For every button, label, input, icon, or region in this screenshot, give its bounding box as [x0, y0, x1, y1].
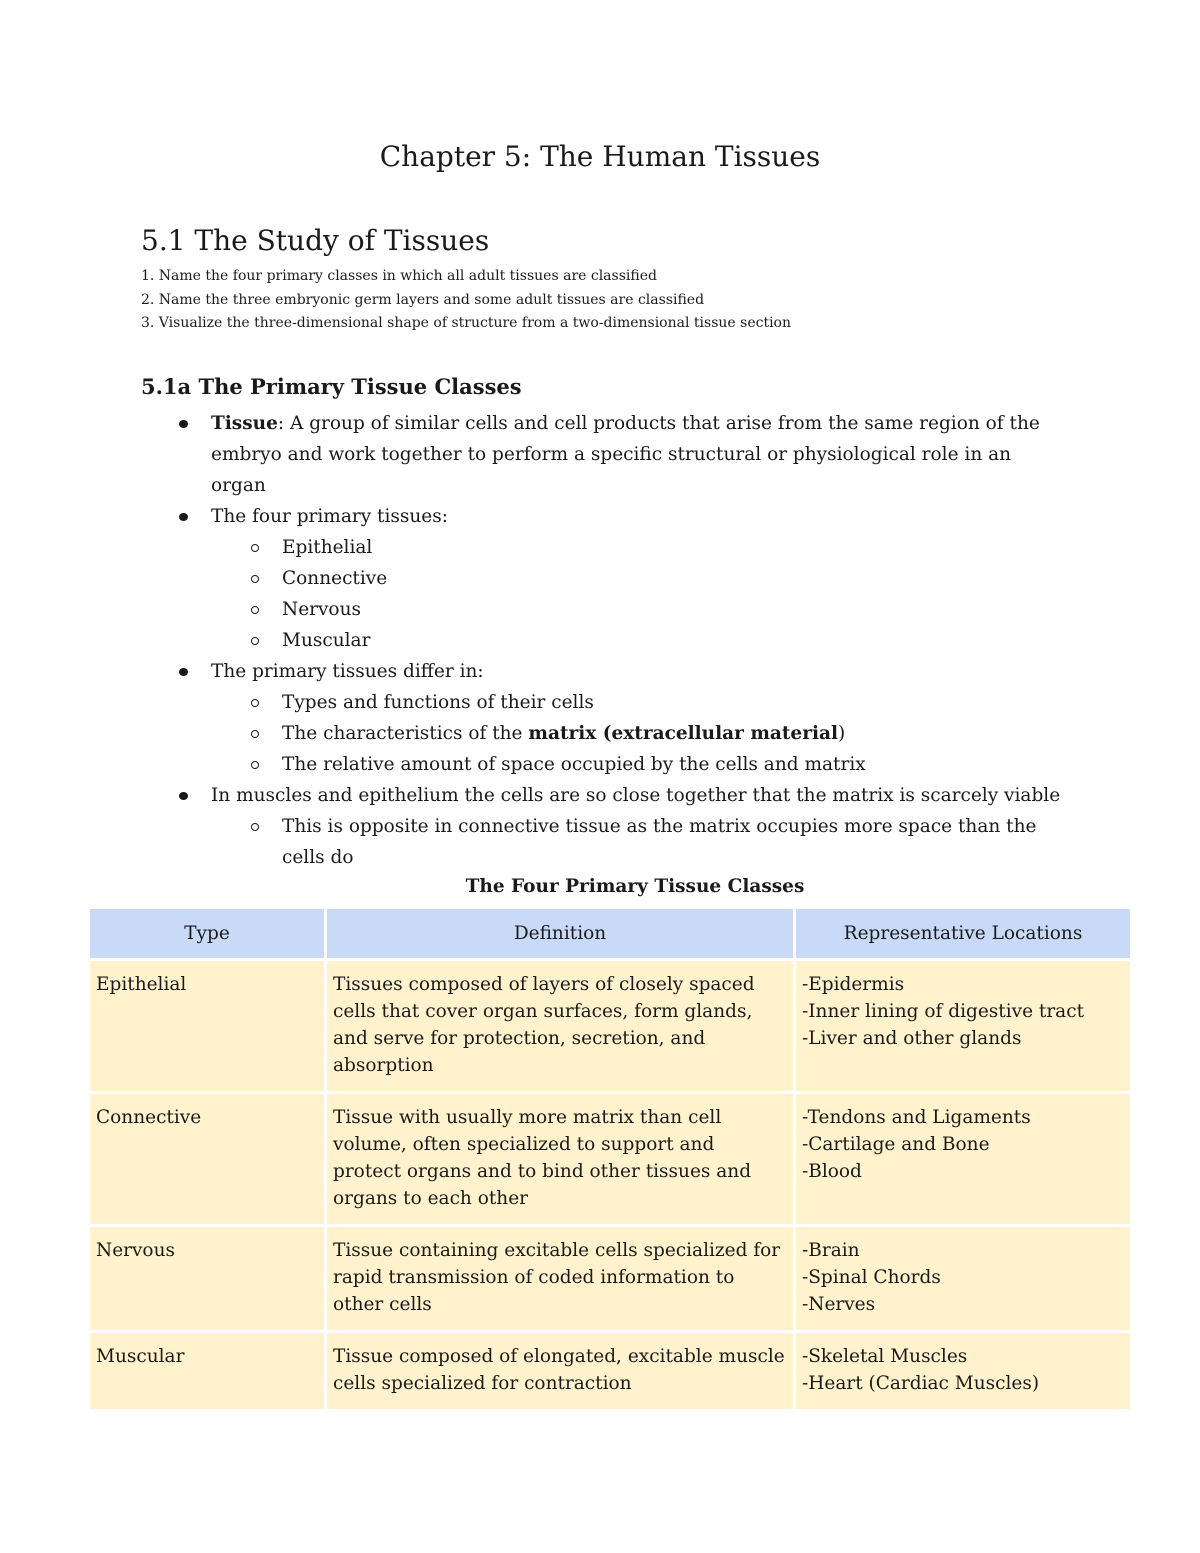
tissue-classes-table: [87, 906, 1133, 1412]
column-header-definition: Definition: [326, 908, 795, 960]
table-row: [89, 960, 1132, 1093]
location-item: -Heart (Cardiac Muscles): [802, 1373, 1040, 1394]
table-header-row: [89, 908, 1132, 960]
differences-sublist: [211, 687, 1061, 780]
sublist-item: Types and functions of their cells: [282, 687, 1061, 718]
bullet-item-muscles-note: [211, 780, 1061, 873]
differ-in-label: The primary tissues differ in:: [211, 661, 484, 682]
cell-locations: [795, 1226, 1132, 1332]
objective-item: 3. Visualize the three-dimensional shape of structure from a two-dimensional tissue section: [141, 315, 791, 331]
tissue-definition: : A group of similar cells and cell products that arise from the same region of the embryo and work together to perform a specific structural or physiological role in an organ: [211, 413, 1040, 496]
location-item: -Cartilage and Bone: [802, 1134, 990, 1155]
document-title: Chapter 5: The Human Tissues: [379, 140, 821, 173]
sublist-item: [282, 718, 1061, 749]
bullet-item-tissue-definition: [211, 408, 1061, 501]
diff-text-post: ): [838, 723, 846, 744]
matrix-term: matrix (extracellular material: [528, 723, 838, 744]
location-item: -Inner lining of digestive tract: [802, 1001, 1085, 1022]
cell-definition: Tissues composed of layers of closely spaced cells that cover organ surfaces, form glands, and serve for protection, secretion, and absorption: [326, 960, 795, 1093]
location-item: -Brain: [802, 1240, 860, 1261]
objectives-list: [141, 265, 791, 336]
table-row: [89, 1093, 1132, 1226]
table-caption: The Four Primary Tissue Classes: [465, 876, 805, 897]
column-header-locations: Representative Locations: [795, 908, 1132, 960]
objective-item: 2. Name the three embryonic germ layers and some adult tissues are classified: [141, 291, 705, 308]
bullet-list: [211, 408, 1061, 873]
cell-definition: Tissue with usually more matrix than cell volume, often specialized to support and protect organs and to bind other tissues and organs to each other: [326, 1093, 795, 1226]
cell-type: Connective: [89, 1093, 326, 1226]
objective-item: 1. Name the four primary classes in which all adult tissues are classified: [141, 268, 657, 284]
primary-tissue-sublist: [211, 532, 1061, 656]
sublist-item: Nervous: [282, 594, 1061, 625]
sublist-item: The relative amount of space occupied by the cells and matrix: [282, 749, 1061, 780]
sublist-item: Connective: [282, 563, 1061, 594]
location-item: -Epidermis: [802, 974, 905, 995]
location-item: -Spinal Chords: [802, 1267, 941, 1288]
cell-type: Nervous: [89, 1226, 326, 1332]
cell-type: Muscular: [89, 1332, 326, 1411]
four-primary-label: The four primary tissues:: [211, 506, 448, 527]
table-row: [89, 1226, 1132, 1332]
sublist-item: This is opposite in connective tissue as the matrix occupies more space than the cells do: [282, 811, 1061, 873]
tissue-term: Tissue: [211, 413, 278, 434]
sublist-item: Muscular: [282, 625, 1061, 656]
location-item: -Nerves: [802, 1294, 876, 1315]
subsection-heading: 5.1a The Primary Tissue Classes: [141, 374, 522, 399]
location-item: -Skeletal Muscles: [802, 1346, 968, 1367]
sublist-item: Epithelial: [282, 532, 1061, 563]
connective-sublist: [211, 811, 1061, 873]
cell-definition: Tissue composed of elongated, excitable muscle cells specialized for contraction: [326, 1332, 795, 1411]
location-item: -Liver and other glands: [802, 1028, 1022, 1049]
cell-type: Epithelial: [89, 960, 326, 1093]
bullet-item-differ-in: [211, 656, 1061, 780]
cell-locations: [795, 960, 1132, 1093]
bullet-item-four-primary: [211, 501, 1061, 656]
cell-locations: [795, 1093, 1132, 1226]
cell-locations: [795, 1332, 1132, 1411]
table-row: [89, 1332, 1132, 1411]
muscles-note: In muscles and epithelium the cells are so close together that the matrix is scarcely viable: [211, 785, 1061, 806]
location-item: -Blood: [802, 1161, 862, 1182]
location-item: -Tendons and Ligaments: [802, 1107, 1031, 1128]
section-heading: 5.1 The Study of Tissues: [141, 224, 490, 257]
column-header-type: Type: [89, 908, 326, 960]
diff-text-pre: The characteristics of the: [282, 723, 529, 744]
cell-definition: Tissue containing excitable cells specialized for rapid transmission of coded information to other cells: [326, 1226, 795, 1332]
